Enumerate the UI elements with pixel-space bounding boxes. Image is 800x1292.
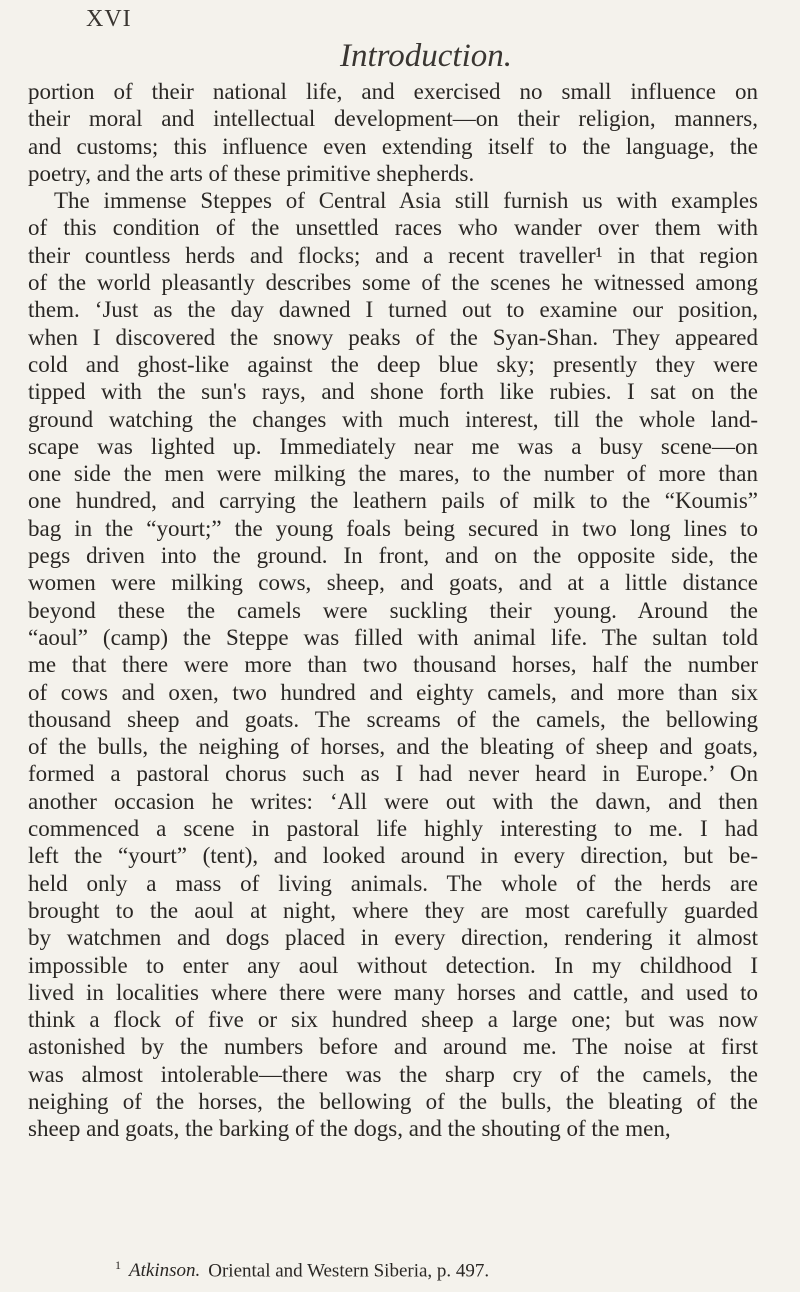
- paragraph-1: [28, 78, 758, 187]
- text-line: of cows and oxen, two hundred and eighty camels, and more than six: [28, 679, 758, 705]
- text-line: one hundred, and carrying the leathern pails of milk to the “Koumis”: [28, 488, 758, 514]
- text-line: women were milking cows, sheep, and goats, and at a little distance: [28, 570, 758, 596]
- text-line: by watchmen and dogs placed in every direction, rendering it almost: [28, 925, 758, 951]
- text-line: The immense Steppes of Central Asia still furnish us with examples: [54, 188, 758, 214]
- text-line: poetry, and the arts of these primitive shepherds.: [28, 160, 475, 186]
- text-line: portion of their national life, and exercised no small influence on: [28, 79, 758, 104]
- text-line: held only a mass of living animals. The whole of the herds are: [28, 870, 758, 896]
- footnote-marker: 1: [115, 1258, 121, 1272]
- text-line: scape was lighted up. Immediately near me was a busy scene—on: [28, 433, 758, 459]
- text-line: impossible to enter any aoul without detection. In my childhood I: [28, 952, 758, 978]
- text-line: one side the men were milking the mares, to the number of more than: [28, 461, 758, 487]
- footnote-author: Atkinson.: [129, 1260, 201, 1282]
- text-line: me that there were more than two thousand horses, half the number: [28, 652, 758, 678]
- text-line: bag in the “yourt;” the young foals being secured in two long lines to: [28, 515, 758, 541]
- text-line: tipped with the sun's rays, and shone forth like rubies. I sat on the: [28, 379, 758, 405]
- text-line: of the bulls, the neighing of horses, and the bleating of sheep and goats,: [28, 734, 758, 760]
- text-line: ground watching the changes with much interest, till the whole land-: [28, 406, 758, 432]
- text-line: cold and ghost-like against the deep blue sky; presently they were: [28, 351, 758, 377]
- paragraph-2: [28, 187, 758, 1142]
- text-line: formed a pastoral chorus such as I had never heard in Europe.’ On: [28, 761, 758, 787]
- text-line: when I discovered the snowy peaks of the Syan-Shan. They appeared: [28, 324, 758, 350]
- text-line: another occasion he writes: ‘All were out with the dawn, and then: [28, 788, 758, 814]
- text-line: their countless herds and flocks; and a recent traveller¹ in that region: [28, 242, 758, 268]
- text-line: pegs driven into the ground. In front, and on the opposite side, the: [28, 543, 758, 569]
- text-line: beyond these the camels were suckling their young. Around the: [28, 597, 758, 623]
- text-line: of the world pleasantly describes some of the scenes he witnessed among: [28, 270, 758, 296]
- text-line: astonished by the numbers before and around me. The noise at first: [28, 1034, 758, 1060]
- text-line: of this condition of the unsettled races who wander over them with: [28, 215, 758, 241]
- text-line: sheep and goats, the barking of the dogs, and the shouting of the men,: [28, 1116, 671, 1142]
- text-line: neighing of the horses, the bellowing of the bulls, the bleating of the: [28, 1088, 758, 1114]
- text-line: thousand sheep and goats. The screams of the camels, the bellowing: [28, 706, 758, 732]
- text-line: their moral and intellectual development—on their religion, manners,: [28, 106, 758, 132]
- text-line: and customs; this influence even extending itself to the language, the: [28, 133, 758, 159]
- text-line: lived in localities where there were many horses and cattle, and used to: [28, 979, 758, 1005]
- text-line: them. ‘Just as the day dawned I turned out to examine our position,: [28, 297, 758, 323]
- footnote: [115, 1258, 489, 1282]
- page-number: XVI: [86, 6, 132, 32]
- text-line: “aoul” (camp) the Steppe was filled with animal life. The sultan told: [28, 624, 758, 650]
- text-line: commenced a scene in pastoral life highly interesting to me. I had: [28, 816, 758, 842]
- body-text: [28, 78, 758, 1143]
- text-line: think a flock of five or six hundred sheep a large one; but was now: [28, 1007, 758, 1033]
- text-line: brought to the aoul at night, where they are most carefully guarded: [28, 897, 758, 923]
- text-line: was almost intolerable—there was the sharp cry of the camels, the: [28, 1061, 758, 1087]
- text-line: left the “yourt” (tent), and looked around in every direction, but be-: [28, 843, 758, 869]
- footnote-citation: Oriental and Western Siberia, p. 497.: [208, 1260, 490, 1282]
- running-title: Introduction.: [340, 38, 513, 74]
